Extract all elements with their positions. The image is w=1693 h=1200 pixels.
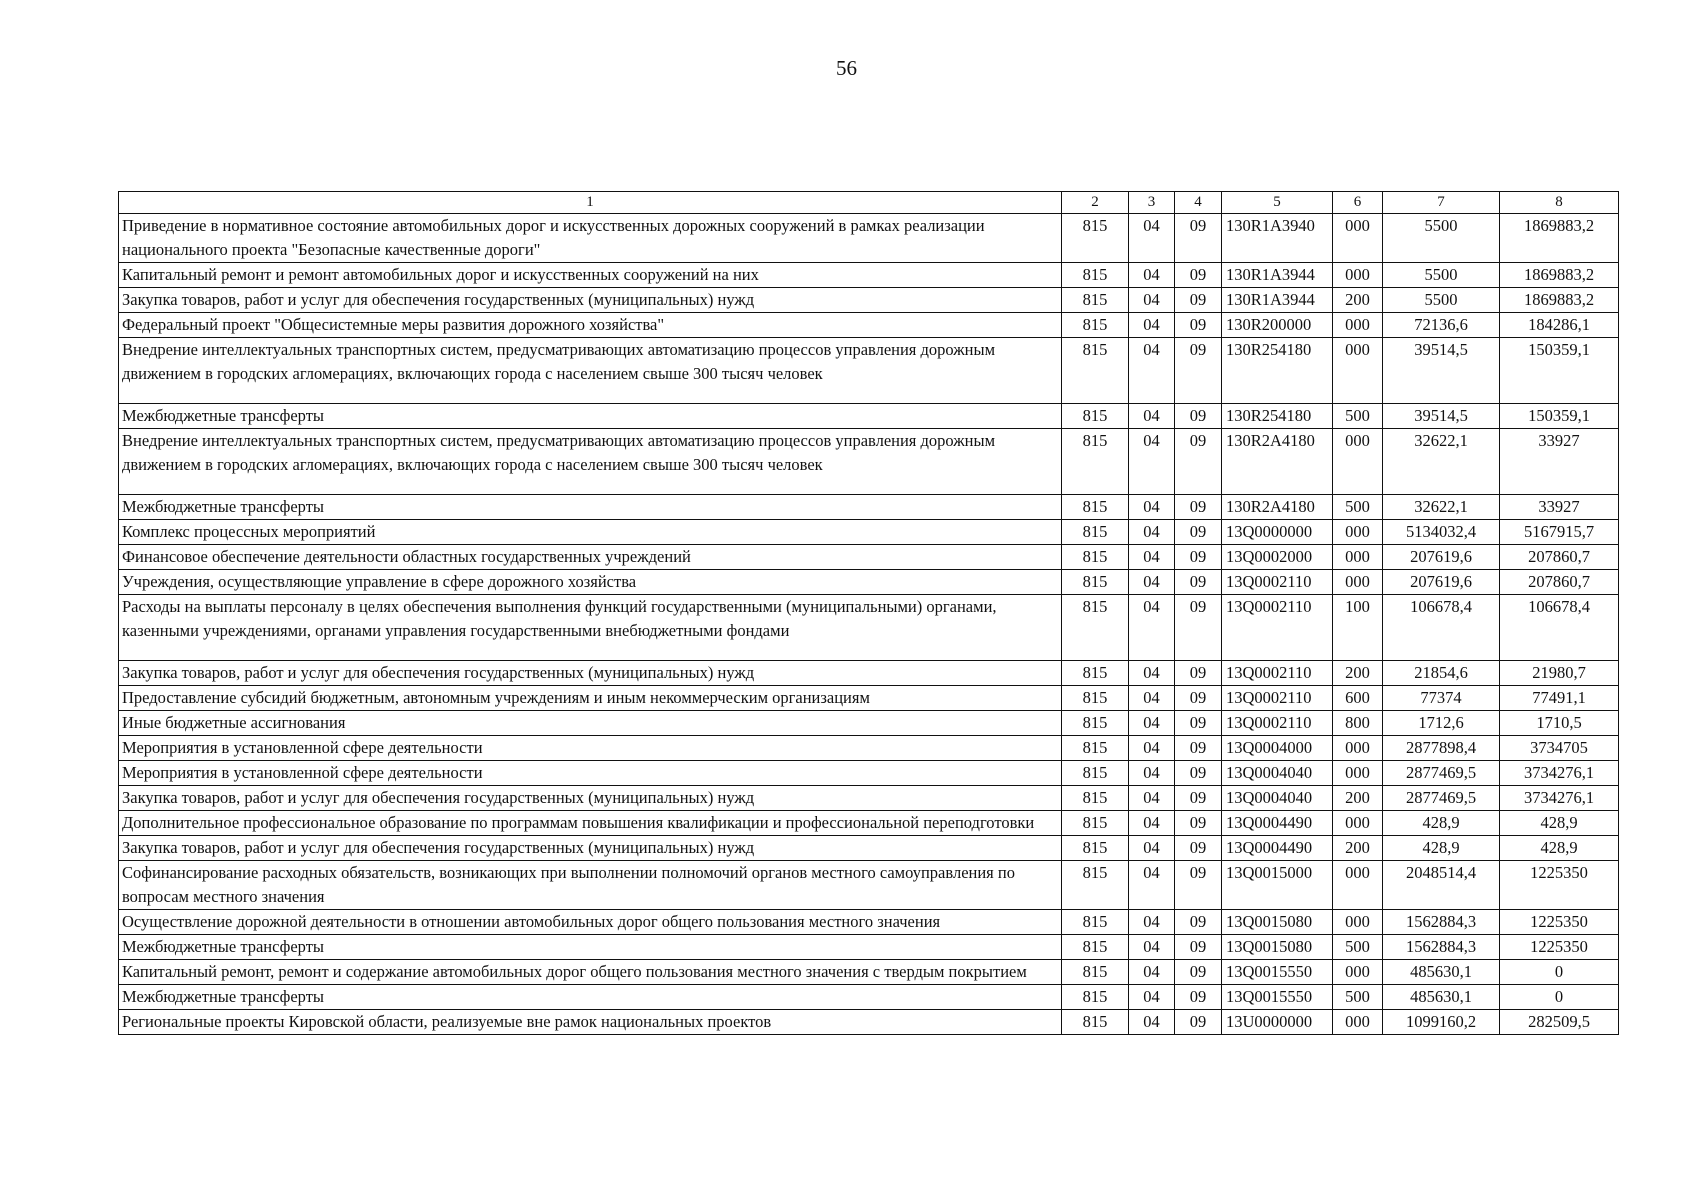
row-cell-7: 2048514,4 [1383,861,1500,910]
row-cell-4: 09 [1175,313,1222,338]
row-cell-2: 815 [1062,910,1129,935]
row-name-cell: Межбюджетные трансферты [119,935,1062,960]
row-cell-8: 3734276,1 [1500,761,1619,786]
row-cell-8: 428,9 [1500,836,1619,861]
table-row [119,520,1619,545]
row-cell-8: 77491,1 [1500,686,1619,711]
row-cell-4: 09 [1175,404,1222,429]
row-cell-3: 04 [1129,910,1175,935]
row-cell-2: 815 [1062,404,1129,429]
row-cell-3: 04 [1129,761,1175,786]
row-cell-8: 282509,5 [1500,1010,1619,1035]
table-row [119,429,1619,495]
table-row [119,935,1619,960]
row-cell-3: 04 [1129,520,1175,545]
budget-table [118,191,1619,1035]
row-cell-7: 21854,6 [1383,661,1500,686]
row-name-cell: Софинансирование расходных обязательств, возникающих при выполнении полномочий органов местного самоуправления по вопросам местного значения [119,861,1062,910]
row-name-cell: Закупка товаров, работ и услуг для обеспечения государственных (муниципальных) нужд [119,661,1062,686]
table-row [119,786,1619,811]
row-name-cell: Приведение в нормативное состояние автомобильных дорог и искусственных дорожных сооружений в рамках реализации национального проекта "Безопасные качественные дороги" [119,214,1062,263]
row-cell-2: 815 [1062,545,1129,570]
row-cell-5: 13Q0002110 [1222,711,1333,736]
row-cell-3: 04 [1129,661,1175,686]
table-row [119,910,1619,935]
row-cell-6: 200 [1333,661,1383,686]
row-cell-2: 815 [1062,570,1129,595]
row-cell-3: 04 [1129,570,1175,595]
row-cell-4: 09 [1175,545,1222,570]
row-cell-3: 04 [1129,960,1175,985]
row-cell-7: 1099160,2 [1383,1010,1500,1035]
row-cell-8: 1225350 [1500,861,1619,910]
row-name-cell: Мероприятия в установленной сфере деятельности [119,736,1062,761]
row-cell-3: 04 [1129,686,1175,711]
row-cell-6: 000 [1333,811,1383,836]
table-row [119,313,1619,338]
table-row [119,985,1619,1010]
row-cell-3: 04 [1129,861,1175,910]
row-cell-5: 13Q0015080 [1222,935,1333,960]
row-cell-8: 428,9 [1500,811,1619,836]
row-cell-5: 13Q0002000 [1222,545,1333,570]
row-cell-5: 130R254180 [1222,338,1333,404]
row-cell-8: 33927 [1500,495,1619,520]
row-name-cell: Межбюджетные трансферты [119,404,1062,429]
row-cell-3: 04 [1129,985,1175,1010]
row-cell-8: 184286,1 [1500,313,1619,338]
row-name-cell: Комплекс процессных мероприятий [119,520,1062,545]
row-cell-6: 000 [1333,570,1383,595]
row-cell-2: 815 [1062,595,1129,661]
row-cell-8: 33927 [1500,429,1619,495]
row-cell-6: 000 [1333,338,1383,404]
table-row [119,404,1619,429]
row-cell-6: 000 [1333,263,1383,288]
row-cell-8: 0 [1500,985,1619,1010]
row-cell-6: 000 [1333,520,1383,545]
row-cell-6: 200 [1333,786,1383,811]
row-cell-8: 207860,7 [1500,545,1619,570]
table-row [119,761,1619,786]
row-cell-4: 09 [1175,288,1222,313]
row-cell-6: 200 [1333,836,1383,861]
table-row [119,495,1619,520]
row-cell-2: 815 [1062,429,1129,495]
table-row [119,686,1619,711]
table-row [119,861,1619,910]
row-cell-2: 815 [1062,338,1129,404]
row-cell-4: 09 [1175,960,1222,985]
row-cell-8: 5167915,7 [1500,520,1619,545]
row-cell-8: 1869883,2 [1500,214,1619,263]
row-cell-8: 1225350 [1500,935,1619,960]
row-cell-3: 04 [1129,429,1175,495]
row-cell-7: 485630,1 [1383,985,1500,1010]
row-cell-3: 04 [1129,313,1175,338]
row-cell-5: 13Q0002110 [1222,661,1333,686]
row-name-cell: Осуществление дорожной деятельности в отношении автомобильных дорог общего пользования местного значения [119,910,1062,935]
row-cell-4: 09 [1175,711,1222,736]
row-cell-3: 04 [1129,214,1175,263]
row-name-cell: Капитальный ремонт и ремонт автомобильных дорог и искусственных сооружений на них [119,263,1062,288]
row-cell-8: 1225350 [1500,910,1619,935]
row-cell-2: 815 [1062,935,1129,960]
row-cell-6: 500 [1333,985,1383,1010]
row-cell-4: 09 [1175,1010,1222,1035]
row-name-cell: Федеральный проект "Общесистемные меры развития дорожного хозяйства" [119,313,1062,338]
row-cell-3: 04 [1129,836,1175,861]
row-cell-8: 0 [1500,960,1619,985]
row-cell-5: 13Q0015000 [1222,861,1333,910]
row-cell-3: 04 [1129,1010,1175,1035]
table-body [119,192,1619,1035]
row-cell-4: 09 [1175,338,1222,404]
row-cell-4: 09 [1175,429,1222,495]
row-cell-7: 2877898,4 [1383,736,1500,761]
row-name-cell: Закупка товаров, работ и услуг для обеспечения государственных (муниципальных) нужд [119,836,1062,861]
row-cell-3: 04 [1129,545,1175,570]
table-row [119,263,1619,288]
row-cell-5: 130R1A3940 [1222,214,1333,263]
row-cell-5: 13Q0015550 [1222,960,1333,985]
row-cell-4: 09 [1175,495,1222,520]
row-name-cell: Межбюджетные трансферты [119,495,1062,520]
header-cell-4: 4 [1175,192,1222,214]
row-cell-4: 09 [1175,661,1222,686]
row-cell-7: 207619,6 [1383,570,1500,595]
row-cell-6: 000 [1333,910,1383,935]
row-cell-4: 09 [1175,786,1222,811]
row-cell-6: 000 [1333,861,1383,910]
row-cell-6: 000 [1333,1010,1383,1035]
row-cell-7: 485630,1 [1383,960,1500,985]
row-cell-7: 1562884,3 [1383,935,1500,960]
row-name-cell: Предоставление субсидий бюджетным, автономным учреждениям и иным некоммерческим организациям [119,686,1062,711]
table-row [119,1010,1619,1035]
row-cell-5: 13Q0004000 [1222,736,1333,761]
row-cell-2: 815 [1062,786,1129,811]
row-cell-5: 130R200000 [1222,313,1333,338]
row-cell-6: 800 [1333,711,1383,736]
header-cell-8: 8 [1500,192,1619,214]
row-name-cell: Закупка товаров, работ и услуг для обеспечения государственных (муниципальных) нужд [119,786,1062,811]
row-cell-8: 1710,5 [1500,711,1619,736]
table-row [119,338,1619,404]
row-cell-3: 04 [1129,288,1175,313]
row-cell-4: 09 [1175,985,1222,1010]
row-cell-7: 39514,5 [1383,338,1500,404]
row-cell-5: 130R1A3944 [1222,288,1333,313]
row-cell-4: 09 [1175,595,1222,661]
row-cell-7: 428,9 [1383,811,1500,836]
row-cell-4: 09 [1175,761,1222,786]
row-cell-7: 5134032,4 [1383,520,1500,545]
row-name-cell: Внедрение интеллектуальных транспортных систем, предусматривающих автоматизацию процессов управления дорожным движением в городских агломерациях, включающих города с населением свыше 300 тысяч человек [119,429,1062,495]
row-cell-6: 000 [1333,736,1383,761]
row-cell-3: 04 [1129,263,1175,288]
row-cell-2: 815 [1062,736,1129,761]
row-cell-2: 815 [1062,761,1129,786]
row-cell-4: 09 [1175,520,1222,545]
row-name-cell: Учреждения, осуществляющие управление в сфере дорожного хозяйства [119,570,1062,595]
row-cell-2: 815 [1062,960,1129,985]
row-cell-5: 13Q0004040 [1222,786,1333,811]
row-name-cell: Дополнительное профессиональное образование по программам повышения квалификации и профессиональной переподготовки [119,811,1062,836]
header-cell-6: 6 [1333,192,1383,214]
row-cell-3: 04 [1129,595,1175,661]
row-cell-3: 04 [1129,786,1175,811]
table-row [119,711,1619,736]
row-cell-5: 13Q0004040 [1222,761,1333,786]
row-cell-2: 815 [1062,661,1129,686]
row-name-cell: Расходы на выплаты персоналу в целях обеспечения выполнения функций государственными (муниципальными) органами, казенными учреждениями, органами управления государственными внебюджетными фондами [119,595,1062,661]
row-cell-6: 000 [1333,429,1383,495]
table-row [119,595,1619,661]
row-cell-7: 5500 [1383,288,1500,313]
table-row [119,570,1619,595]
row-cell-4: 09 [1175,570,1222,595]
row-cell-7: 106678,4 [1383,595,1500,661]
row-name-cell: Мероприятия в установленной сфере деятельности [119,761,1062,786]
page-number: 56 [836,56,857,80]
row-cell-6: 000 [1333,761,1383,786]
row-cell-5: 13Q0002110 [1222,570,1333,595]
row-cell-2: 815 [1062,711,1129,736]
header-cell-1: 1 [119,192,1062,214]
row-cell-6: 200 [1333,288,1383,313]
row-cell-7: 207619,6 [1383,545,1500,570]
row-cell-3: 04 [1129,935,1175,960]
row-cell-6: 000 [1333,214,1383,263]
row-cell-3: 04 [1129,711,1175,736]
row-cell-2: 815 [1062,686,1129,711]
row-cell-4: 09 [1175,686,1222,711]
row-cell-5: 13Q0015550 [1222,985,1333,1010]
row-cell-4: 09 [1175,935,1222,960]
row-cell-6: 100 [1333,595,1383,661]
row-cell-3: 04 [1129,495,1175,520]
row-cell-7: 39514,5 [1383,404,1500,429]
row-cell-5: 13U0000000 [1222,1010,1333,1035]
row-cell-5: 130R1A3944 [1222,263,1333,288]
row-cell-8: 21980,7 [1500,661,1619,686]
row-cell-8: 1869883,2 [1500,263,1619,288]
row-name-cell: Закупка товаров, работ и услуг для обеспечения государственных (муниципальных) нужд [119,288,1062,313]
row-cell-4: 09 [1175,811,1222,836]
row-cell-5: 13Q0015080 [1222,910,1333,935]
row-cell-2: 815 [1062,811,1129,836]
row-cell-7: 72136,6 [1383,313,1500,338]
row-cell-8: 150359,1 [1500,404,1619,429]
row-cell-2: 815 [1062,1010,1129,1035]
row-cell-3: 04 [1129,338,1175,404]
row-cell-4: 09 [1175,214,1222,263]
header-cell-7: 7 [1383,192,1500,214]
row-cell-3: 04 [1129,404,1175,429]
row-cell-7: 77374 [1383,686,1500,711]
row-cell-8: 207860,7 [1500,570,1619,595]
table-row [119,661,1619,686]
row-cell-6: 500 [1333,404,1383,429]
row-cell-5: 130R254180 [1222,404,1333,429]
row-cell-7: 1562884,3 [1383,910,1500,935]
row-cell-6: 500 [1333,495,1383,520]
header-row [119,192,1619,214]
row-cell-7: 5500 [1383,214,1500,263]
row-cell-5: 13Q0002110 [1222,595,1333,661]
row-name-cell: Финансовое обеспечение деятельности областных государственных учреждений [119,545,1062,570]
row-cell-7: 5500 [1383,263,1500,288]
table-row [119,836,1619,861]
row-cell-6: 600 [1333,686,1383,711]
table-row [119,288,1619,313]
row-cell-5: 130R2A4180 [1222,495,1333,520]
header-cell-3: 3 [1129,192,1175,214]
row-cell-8: 3734276,1 [1500,786,1619,811]
row-name-cell: Межбюджетные трансферты [119,985,1062,1010]
row-cell-4: 09 [1175,910,1222,935]
row-cell-2: 815 [1062,263,1129,288]
row-cell-5: 130R2A4180 [1222,429,1333,495]
row-cell-7: 1712,6 [1383,711,1500,736]
row-cell-6: 500 [1333,935,1383,960]
row-cell-2: 815 [1062,214,1129,263]
header-cell-2: 2 [1062,192,1129,214]
row-cell-8: 1869883,2 [1500,288,1619,313]
row-cell-8: 3734705 [1500,736,1619,761]
row-cell-7: 428,9 [1383,836,1500,861]
row-cell-2: 815 [1062,861,1129,910]
row-name-cell: Региональные проекты Кировской области, реализуемые вне рамок национальных проектов [119,1010,1062,1035]
table-row [119,960,1619,985]
table-row [119,214,1619,263]
table-row [119,811,1619,836]
row-cell-2: 815 [1062,836,1129,861]
row-cell-2: 815 [1062,520,1129,545]
row-cell-6: 000 [1333,545,1383,570]
row-cell-4: 09 [1175,263,1222,288]
row-cell-5: 13Q0004490 [1222,811,1333,836]
row-cell-8: 106678,4 [1500,595,1619,661]
row-cell-7: 2877469,5 [1383,786,1500,811]
row-cell-5: 13Q0002110 [1222,686,1333,711]
row-cell-5: 13Q0000000 [1222,520,1333,545]
row-cell-4: 09 [1175,736,1222,761]
row-cell-2: 815 [1062,985,1129,1010]
row-cell-6: 000 [1333,313,1383,338]
row-cell-2: 815 [1062,313,1129,338]
row-cell-4: 09 [1175,861,1222,910]
row-cell-2: 815 [1062,288,1129,313]
table-row [119,545,1619,570]
row-cell-3: 04 [1129,811,1175,836]
row-cell-2: 815 [1062,495,1129,520]
row-name-cell: Капитальный ремонт, ремонт и содержание автомобильных дорог общего пользования местного значения с твердым покрытием [119,960,1062,985]
row-cell-7: 32622,1 [1383,429,1500,495]
row-cell-7: 32622,1 [1383,495,1500,520]
row-cell-3: 04 [1129,736,1175,761]
row-name-cell: Иные бюджетные ассигнования [119,711,1062,736]
row-cell-8: 150359,1 [1500,338,1619,404]
row-cell-6: 000 [1333,960,1383,985]
row-cell-7: 2877469,5 [1383,761,1500,786]
row-cell-4: 09 [1175,836,1222,861]
row-name-cell: Внедрение интеллектуальных транспортных систем, предусматривающих автоматизацию процессов управления дорожным движением в городских агломерациях, включающих города с населением свыше 300 тысяч человек [119,338,1062,404]
header-cell-5: 5 [1222,192,1333,214]
table-row [119,736,1619,761]
row-cell-5: 13Q0004490 [1222,836,1333,861]
